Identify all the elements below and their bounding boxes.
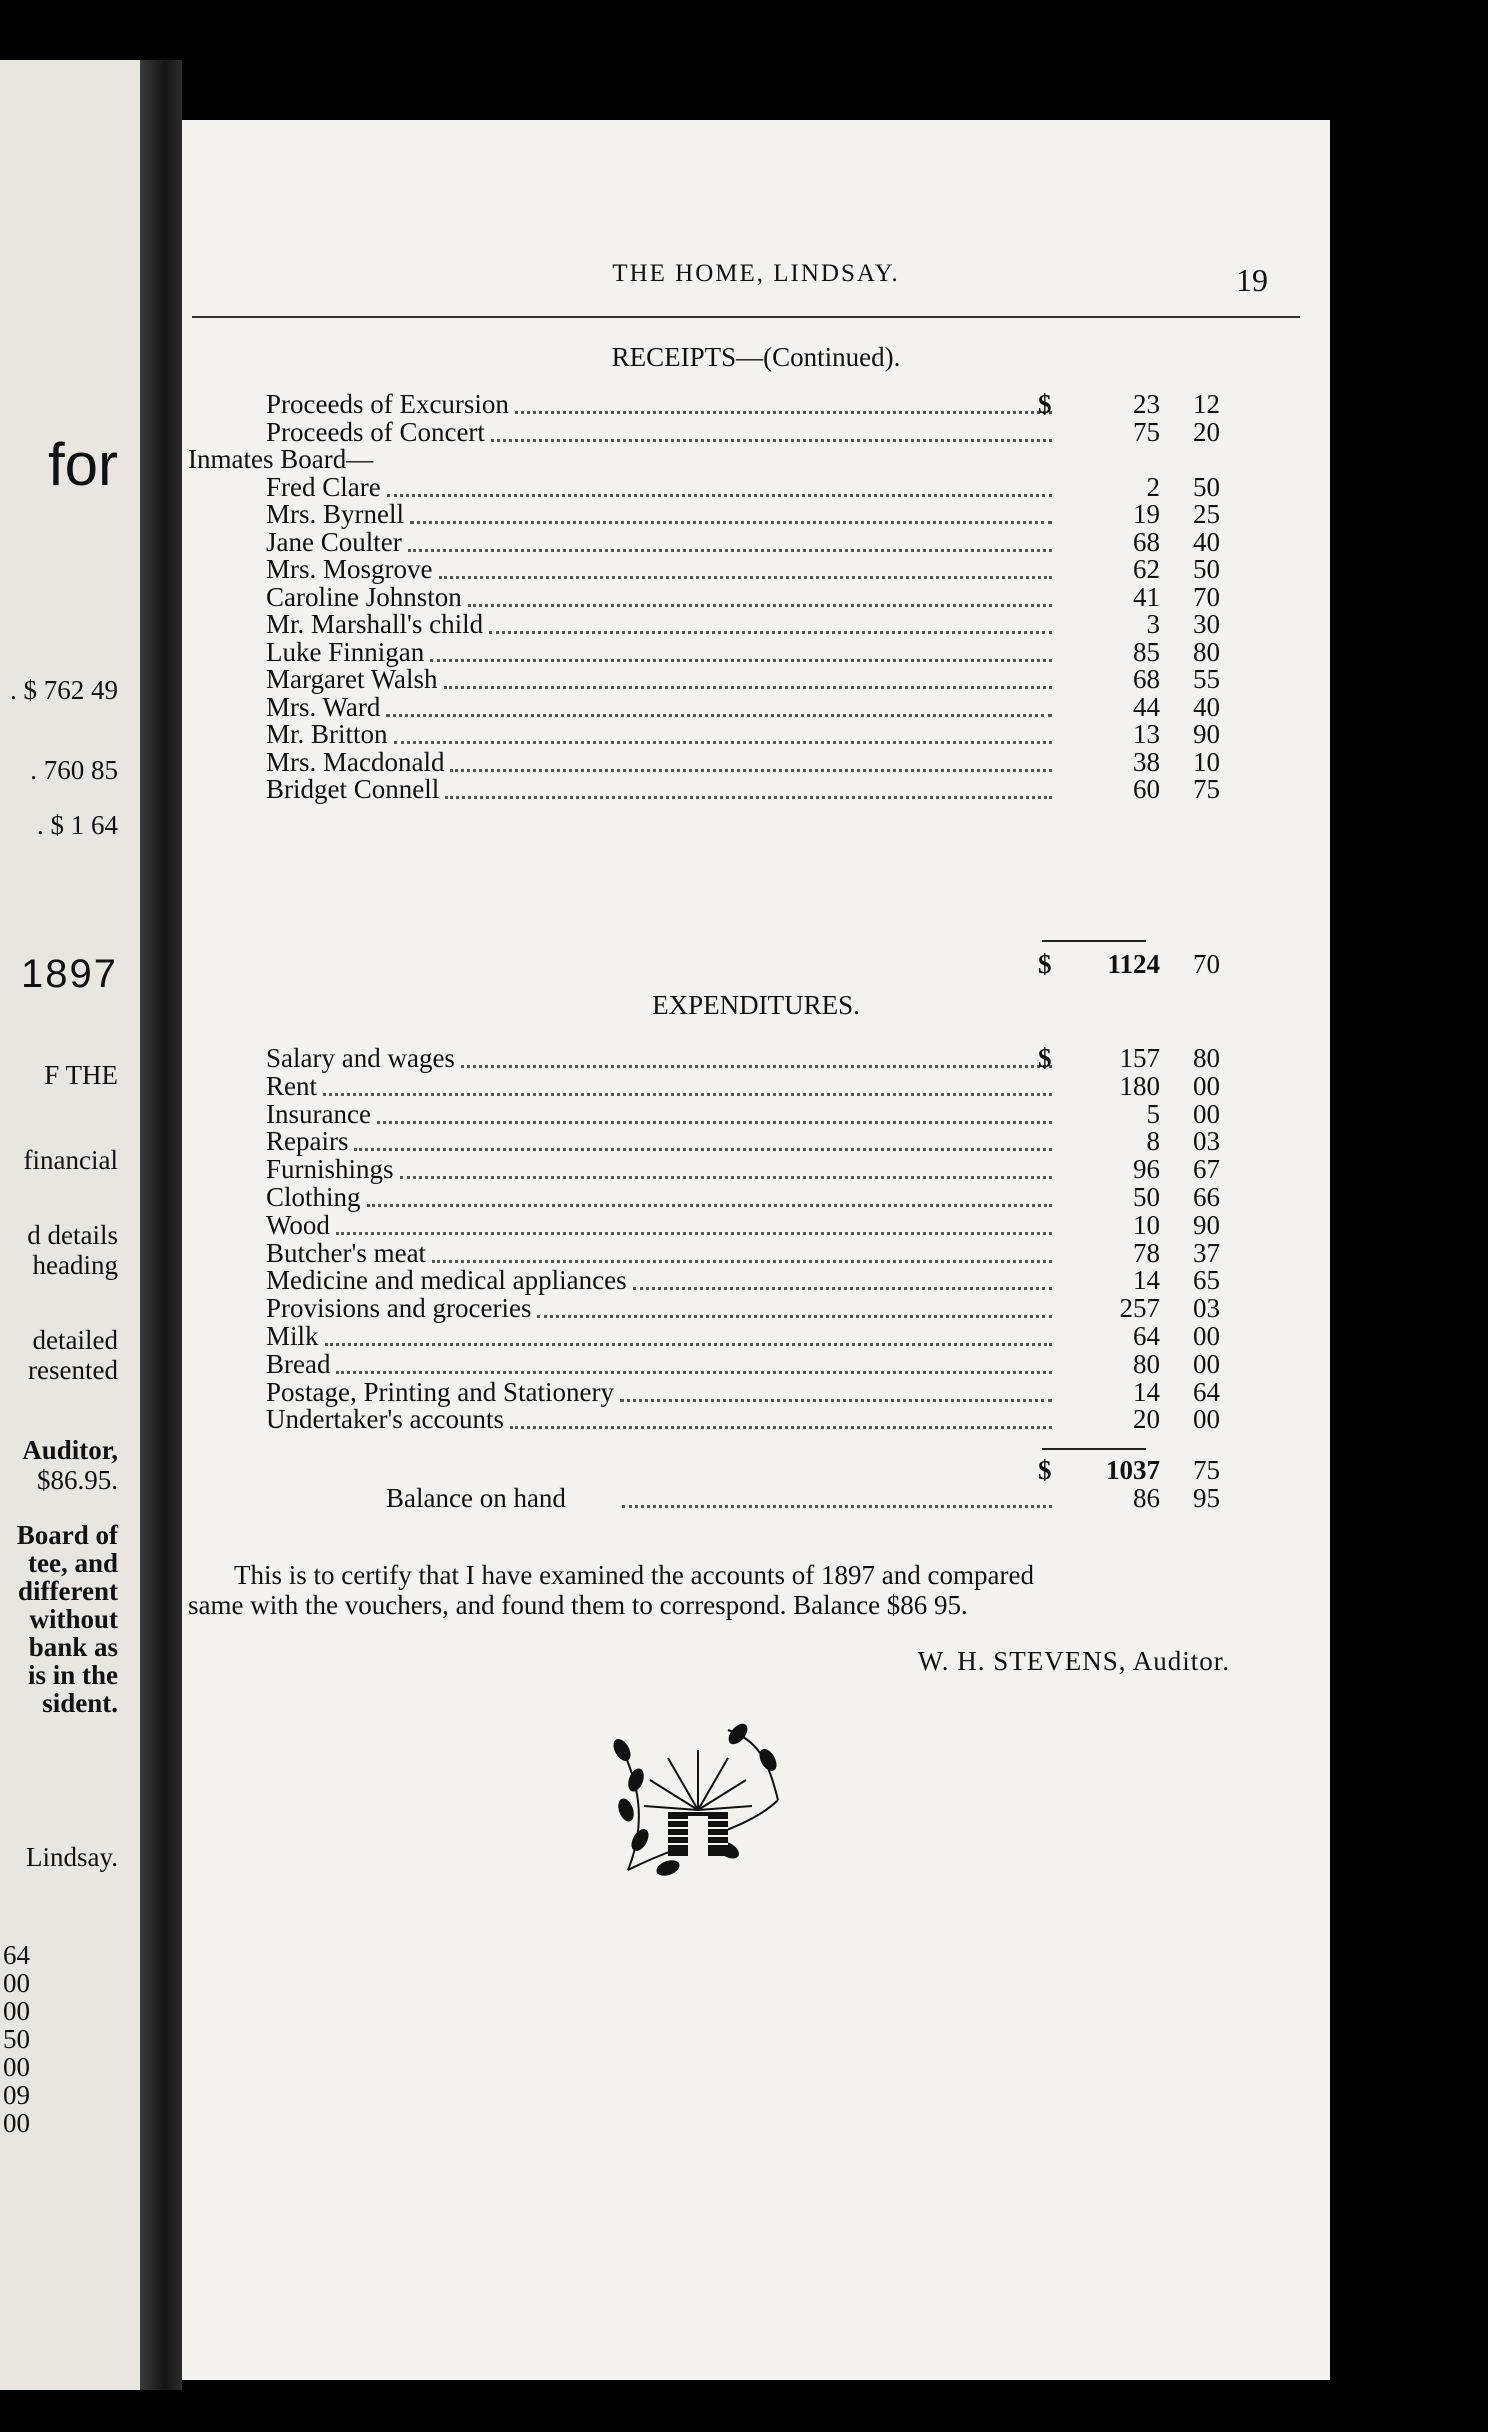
- ledger-label: Postage, Printing and Stationery: [266, 1376, 614, 1407]
- amount-cents: 50: [1193, 471, 1220, 502]
- amount-cents: 55: [1193, 664, 1220, 694]
- amount-cents: 66: [1193, 1182, 1220, 1212]
- ledger-label: Wood: [266, 1209, 330, 1240]
- left-fragment: financial: [23, 1145, 118, 1175]
- amount-cents: 00: [1193, 1321, 1220, 1351]
- ledger-row: [182, 1266, 1330, 1294]
- left-fragment: bank as: [28, 1632, 118, 1662]
- amount-dollars: 3: [1146, 609, 1160, 639]
- amount-cents: 80: [1193, 1043, 1220, 1073]
- left-fragment: . $ 1 64: [37, 810, 118, 840]
- amount-cents: 50: [1193, 554, 1220, 584]
- leader-dots: [367, 1204, 1052, 1207]
- amount-dollars: 23: [1133, 389, 1160, 419]
- amount-dollars: 8: [1146, 1126, 1160, 1157]
- amount-dollars: 180: [1119, 1070, 1160, 1101]
- left-fragment: 09: [3, 2080, 30, 2110]
- amount-cents: 90: [1193, 719, 1220, 749]
- leader-dots: [432, 1260, 1052, 1263]
- leader-dots: [620, 1399, 1052, 1402]
- expenditures-sum-rule: [1042, 1448, 1146, 1450]
- ledger-row: [182, 445, 1330, 473]
- left-fragment: detailed: [32, 1325, 118, 1355]
- leader-dots: [336, 1371, 1052, 1374]
- certificate-line-2: same with the vouchers, and found them to correspond. Balance $86 95.: [188, 1590, 968, 1620]
- amount-cents: 90: [1193, 1209, 1220, 1240]
- leader-dots: [394, 741, 1052, 744]
- leader-dots: [439, 576, 1052, 579]
- ledger-row: [182, 1100, 1330, 1128]
- amount-dollars: 19: [1133, 499, 1160, 529]
- ledger-label: Provisions and groceries: [266, 1293, 532, 1324]
- amount-cents: 03: [1193, 1126, 1220, 1157]
- amount-cents: 67: [1193, 1154, 1220, 1185]
- total-cents: 75: [1193, 1455, 1220, 1485]
- amount-dollars: 96: [1133, 1154, 1160, 1185]
- total-whole: 1037: [1106, 1455, 1160, 1485]
- ledger-label: Caroline Johnston: [266, 581, 462, 612]
- left-fragment: d details: [27, 1220, 118, 1250]
- ledger-row: [182, 473, 1330, 501]
- ledger-row: [182, 1127, 1330, 1155]
- amount-cents: 10: [1193, 746, 1220, 777]
- amount-dollars: 257: [1119, 1293, 1160, 1324]
- dollar-sign: $: [1038, 389, 1052, 419]
- leader-dots: [510, 1426, 1052, 1429]
- ledger-label: Proceeds of Excursion: [266, 389, 509, 419]
- left-fragment: 00: [3, 1968, 30, 1998]
- left-fragment: Board of: [16, 1520, 118, 1550]
- total-whole: 1124: [1107, 949, 1160, 979]
- ledger-row: [182, 748, 1330, 776]
- receipts-sum-rule: [1042, 940, 1146, 942]
- ledger-row: [182, 720, 1330, 748]
- leader-dots: [325, 1343, 1052, 1346]
- left-fragment: 64: [3, 1940, 30, 1970]
- amount-cents: 00: [1193, 1404, 1220, 1435]
- leader-dots: [450, 769, 1052, 772]
- balance-cents: 95: [1193, 1483, 1220, 1513]
- ledger-row: [182, 610, 1330, 638]
- ledger-row: [182, 693, 1330, 721]
- auditor-signature: W. H. STEVENS, Auditor.: [917, 1646, 1230, 1676]
- header-rule: [192, 316, 1300, 318]
- expenditures-title: EXPENDITURES.: [652, 990, 860, 1020]
- amount-dollars: 157: [1119, 1043, 1160, 1073]
- ledger-row: [182, 1322, 1330, 1350]
- left-fragment: $86.95.: [37, 1465, 118, 1495]
- total-cents: 70: [1193, 949, 1220, 979]
- leader-dots: [430, 659, 1052, 662]
- leader-dots: [489, 631, 1052, 634]
- ledger-label: Fred Clare: [266, 471, 381, 502]
- ledger-row: [182, 1211, 1330, 1239]
- amount-cents: 37: [1193, 1237, 1220, 1268]
- amount-dollars: 5: [1146, 1098, 1160, 1129]
- amount-dollars: 85: [1133, 636, 1160, 667]
- amount-dollars: 20: [1133, 1404, 1160, 1435]
- amount-dollars: 68: [1133, 526, 1160, 557]
- ledger-label: Luke Finnigan: [266, 636, 425, 667]
- ledger-label: Rent: [266, 1070, 317, 1101]
- ledger-label: Proceeds of Concert: [266, 416, 485, 447]
- leader-dots: [400, 1176, 1052, 1179]
- page-number: 19: [1236, 262, 1268, 298]
- total-dollar-sign: $: [1038, 949, 1052, 979]
- ledger-label: Mrs. Byrnell: [266, 499, 404, 529]
- ledger-row: [182, 583, 1330, 611]
- amount-dollars: 41: [1133, 581, 1160, 612]
- amount-dollars: 2: [1146, 471, 1160, 502]
- leader-dots: [336, 1232, 1052, 1235]
- amount-dollars: 44: [1133, 691, 1160, 722]
- leader-dots: [622, 1505, 1052, 1508]
- ledger-label: Undertaker's accounts: [266, 1404, 505, 1435]
- amount-cents: 20: [1193, 416, 1220, 447]
- leader-dots: [377, 1121, 1052, 1124]
- left-fragment: different: [18, 1576, 118, 1606]
- left-fragment: 00: [3, 2052, 30, 2082]
- sunrise-ornament-icon: [608, 1720, 788, 1880]
- ledger-row: [182, 1350, 1330, 1378]
- leader-dots: [323, 1093, 1052, 1096]
- left-fragment: . $ 762 49: [10, 675, 118, 705]
- left-fragment: heading: [32, 1250, 118, 1280]
- leader-dots: [445, 796, 1052, 799]
- ledger-label: Insurance: [266, 1098, 371, 1129]
- dollar-sign: $: [1038, 1043, 1052, 1073]
- amount-cents: 70: [1193, 581, 1220, 612]
- ledger-label: Clothing: [266, 1182, 361, 1212]
- amount-dollars: 60: [1133, 774, 1160, 804]
- amount-cents: 65: [1193, 1265, 1220, 1296]
- leader-dots: [633, 1287, 1052, 1290]
- ledger-row: [182, 665, 1330, 693]
- ledger-row: [182, 1155, 1330, 1183]
- amount-dollars: 64: [1133, 1321, 1160, 1351]
- balance-whole: 86: [1133, 1483, 1160, 1513]
- amount-dollars: 68: [1133, 664, 1160, 694]
- leader-dots: [515, 411, 1052, 414]
- expenditures-total: [182, 1456, 1330, 1484]
- left-fragment: Lindsay.: [26, 1842, 118, 1872]
- leader-dots: [354, 1148, 1052, 1151]
- receipts-title: RECEIPTS—(Continued).: [611, 342, 901, 372]
- left-fragment: without: [29, 1604, 118, 1634]
- amount-cents: 80: [1193, 636, 1220, 667]
- running-head: THE HOME, LINDSAY.: [612, 260, 900, 287]
- amount-cents: 03: [1193, 1293, 1220, 1324]
- ledger-row: [182, 638, 1330, 666]
- amount-cents: 25: [1193, 499, 1220, 529]
- ledger-label: Mrs. Ward: [266, 691, 381, 722]
- leader-dots: [461, 1065, 1052, 1068]
- amount-dollars: 38: [1133, 746, 1160, 777]
- leader-dots: [386, 714, 1052, 717]
- balance-line: [182, 1484, 1330, 1512]
- ledger-label: Margaret Walsh: [266, 664, 438, 694]
- book-gutter: [140, 60, 182, 2390]
- amount-dollars: 10: [1133, 1209, 1160, 1240]
- ledger-row: [182, 1072, 1330, 1100]
- left-fragment: 1897: [21, 952, 118, 996]
- amount-dollars: 14: [1133, 1265, 1160, 1296]
- ledger-label: Mr. Marshall's child: [266, 609, 484, 639]
- left-fragment: 00: [3, 2108, 30, 2138]
- amount-cents: 00: [1193, 1098, 1220, 1129]
- ledger-row: [182, 1239, 1330, 1267]
- leader-dots: [537, 1315, 1052, 1318]
- amount-dollars: 80: [1133, 1348, 1160, 1379]
- left-fragment: 00: [3, 1996, 30, 2026]
- amount-dollars: 62: [1133, 554, 1160, 584]
- left-fragment: . 760 85: [30, 755, 118, 785]
- leader-dots: [387, 494, 1052, 497]
- leader-dots: [444, 686, 1052, 689]
- ledger-label: Milk: [266, 1321, 319, 1351]
- ledger-label: Furnishings: [266, 1154, 394, 1185]
- ledger-row: [182, 1405, 1330, 1433]
- amount-cents: 00: [1193, 1348, 1220, 1379]
- leader-dots: [408, 549, 1052, 552]
- left-fragment: 50: [3, 2024, 30, 2054]
- document-page: [182, 120, 1330, 2380]
- amount-cents: 75: [1193, 774, 1220, 804]
- amount-dollars: 50: [1133, 1182, 1160, 1212]
- amount-dollars: 75: [1133, 416, 1160, 447]
- ledger-row: [182, 555, 1330, 583]
- amount-cents: 64: [1193, 1376, 1220, 1407]
- ledger-row: [182, 1183, 1330, 1211]
- ledger-label: Bread: [266, 1348, 331, 1379]
- amount-dollars: 14: [1133, 1376, 1160, 1407]
- ledger-row: [182, 1044, 1330, 1072]
- ledger-label: Inmates Board—: [188, 444, 374, 474]
- left-fragment: is in the: [27, 1660, 118, 1690]
- ledger-label: Jane Coulter: [266, 526, 402, 557]
- amount-cents: 12: [1193, 389, 1220, 419]
- amount-cents: 00: [1193, 1070, 1220, 1101]
- ledger-label: Medicine and medical appliances: [266, 1265, 627, 1296]
- total-dollar-sign: $: [1038, 1455, 1052, 1485]
- ledger-label: Mrs. Mosgrove: [266, 554, 433, 584]
- ledger-row: [182, 1294, 1330, 1322]
- left-fragment: resented: [28, 1355, 118, 1385]
- left-fragment: Auditor,: [22, 1435, 118, 1465]
- ledger-label: Bridget Connell: [266, 774, 440, 804]
- ledger-label: Repairs: [266, 1126, 349, 1157]
- receipts-total: [182, 950, 1330, 978]
- ledger-label: Mr. Britton: [266, 719, 388, 749]
- ledger-row: [182, 418, 1330, 446]
- ledger-row: [182, 528, 1330, 556]
- leader-dots: [468, 604, 1052, 607]
- left-fragment: F THE: [44, 1060, 118, 1090]
- amount-cents: 40: [1193, 691, 1220, 722]
- left-page-fragment: [0, 60, 140, 2390]
- leader-dots: [410, 521, 1052, 524]
- amount-dollars: 13: [1133, 719, 1160, 749]
- amount-cents: 40: [1193, 526, 1220, 557]
- amount-dollars: 78: [1133, 1237, 1160, 1268]
- leader-dots: [491, 439, 1052, 442]
- balance-label: Balance on hand: [386, 1483, 566, 1513]
- ledger-label: Mrs. Macdonald: [266, 746, 445, 777]
- amount-cents: 30: [1193, 609, 1220, 639]
- ledger-label: Salary and wages: [266, 1043, 455, 1073]
- certificate-line-1: This is to certify that I have examined the accounts of 1897 and compared: [234, 1560, 1034, 1590]
- ledger-label: Butcher's meat: [266, 1237, 427, 1268]
- left-fragment: sident.: [42, 1688, 118, 1718]
- ledger-row: [182, 775, 1330, 803]
- left-fragment: for: [47, 431, 118, 498]
- ledger-row: [182, 1378, 1330, 1406]
- ledger-row: [182, 390, 1330, 418]
- left-fragment: tee, and: [28, 1548, 118, 1578]
- ledger-row: [182, 500, 1330, 528]
